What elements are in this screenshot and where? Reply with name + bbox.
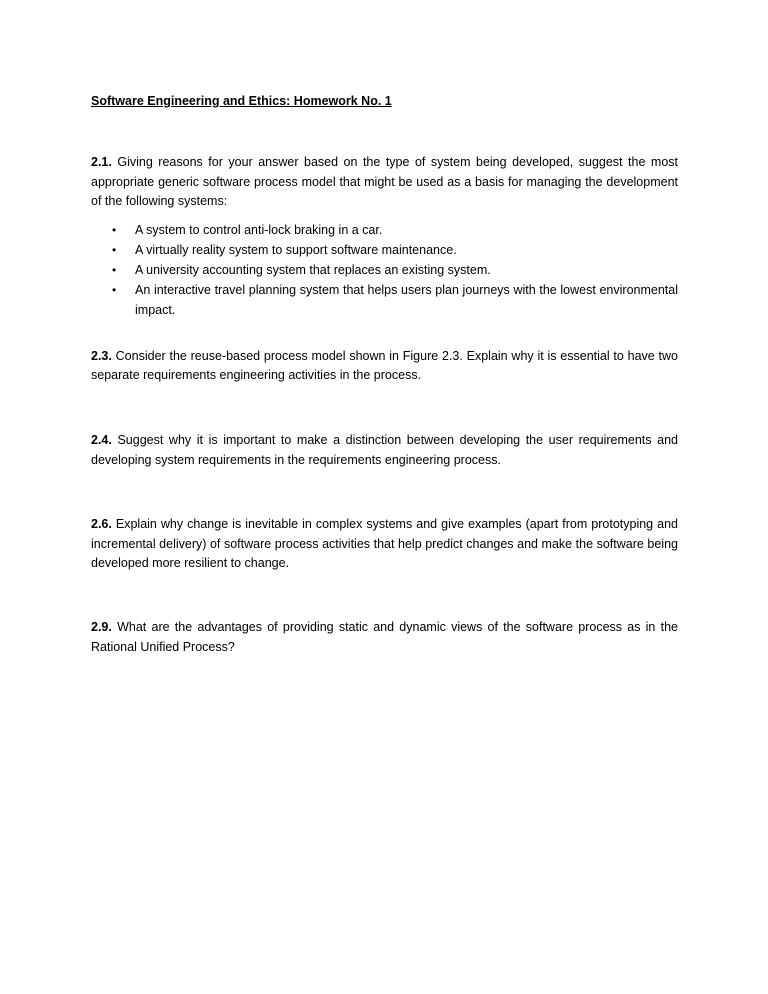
bullet-icon: • xyxy=(112,262,117,277)
bullet-list xyxy=(91,220,678,320)
question-number: 2.9. xyxy=(91,619,112,634)
list-item-text: A virtually reality system to support software maintenance. xyxy=(135,242,457,257)
list-item xyxy=(112,220,678,240)
question-number: 2.6. xyxy=(91,517,112,532)
question-2-1 xyxy=(91,153,678,320)
list-item-text: A university accounting system that replaces an existing system. xyxy=(135,262,491,277)
question-number: 2.1. xyxy=(91,155,112,169)
question-body: Suggest why it is important to make a distinction between developing the user requirements and developing system requirements in the requirements engineering process. xyxy=(91,432,678,467)
document-title: Software Engineering and Ethics: Homework No. 1 xyxy=(91,94,392,108)
bullet-icon: • xyxy=(112,242,117,257)
list-item-text: An interactive travel planning system that helps users plan journeys with the lowest environmental impact. xyxy=(135,282,678,317)
list-item-text: A system to control anti-lock braking in a car. xyxy=(135,222,383,237)
document-page xyxy=(91,92,678,657)
list-item xyxy=(112,240,678,260)
bullet-icon: • xyxy=(112,282,117,297)
question-body: What are the advantages of providing static and dynamic views of the software process as in the Rational Unified Process? xyxy=(91,619,678,654)
question-2-6 xyxy=(91,515,678,574)
question-2-9 xyxy=(91,618,678,657)
bullet-icon: • xyxy=(112,222,117,237)
question-number: 2.3. xyxy=(91,348,112,363)
question-2-3 xyxy=(91,347,678,386)
list-item xyxy=(112,280,678,320)
list-item xyxy=(112,260,678,280)
question-2-4 xyxy=(91,431,678,470)
question-text xyxy=(91,153,678,212)
question-body: Giving reasons for your answer based on the type of system being developed, suggest the most appropriate generic software process model that might be used as a basis for managing the development of the following systems: xyxy=(91,155,678,209)
question-number: 2.4. xyxy=(91,432,112,447)
question-body: Explain why change is inevitable in complex systems and give examples (apart from prototyping and incremental delivery) of software process activities that help predict changes and make the software being developed more resilient to change. xyxy=(91,517,678,571)
question-body: Consider the reuse-based process model shown in Figure 2.3. Explain why it is essential to have two separate requirements engineering activities in the process. xyxy=(91,348,678,383)
